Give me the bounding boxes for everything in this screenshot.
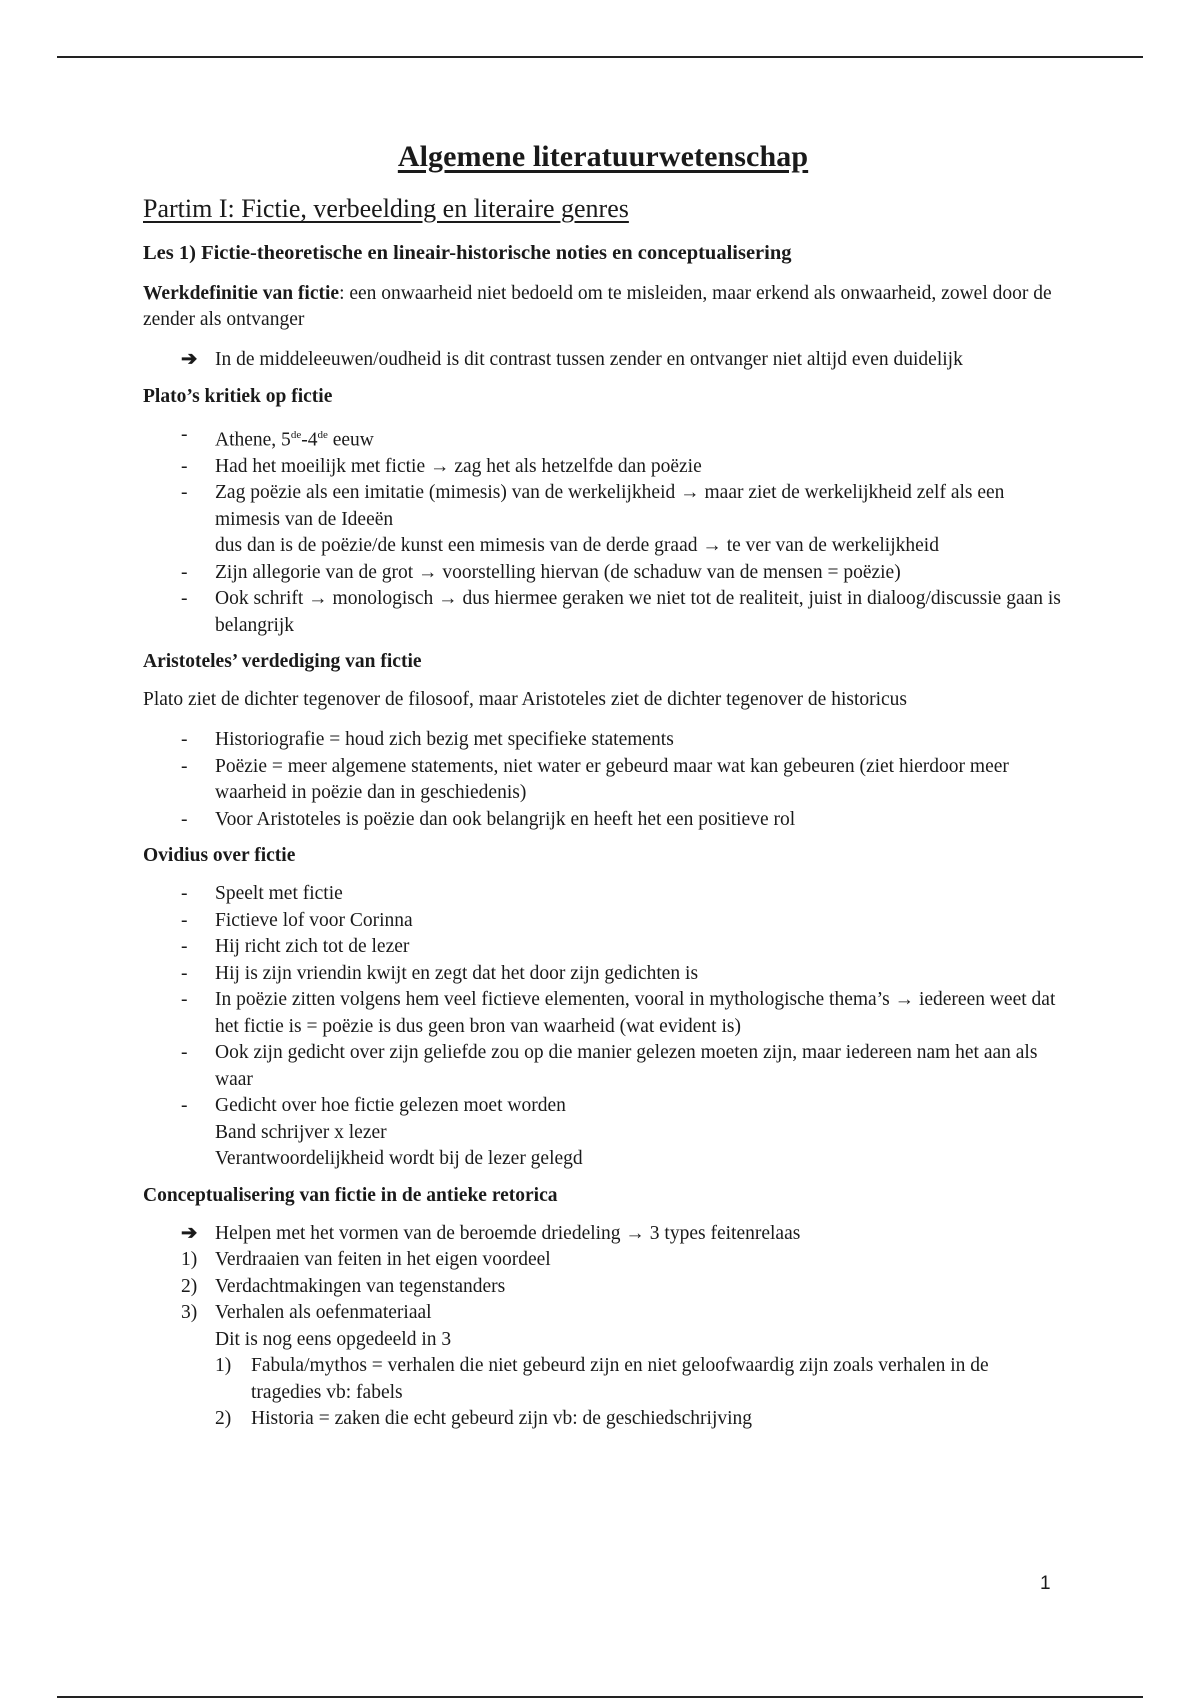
definition-notes [143,347,1063,374]
list-item: - Voor Aristoteles is poëzie dan ook belangrijk en heeft het een positieve rol [143,807,1063,834]
section-heading-aristoteles: Aristoteles’ verdediging van fictie [143,651,422,672]
list-item: - Fictieve lof voor Corinna [143,908,1063,935]
list-item: 3) Verhalen als oefenmateriaal Dit is nog eens opgedeeld in 3 1) Fabula/mythos = verhalen die niet gebeurd zijn en niet geloofwaardig zijn zoals verhalen in de tragedies vb: fabels 2) Historia = zaken die echt gebeurd zijn vb: de geschiedschrijving [143,1300,1063,1433]
document-page [143,140,1063,1445]
partim-heading: Partim I: Fictie, verbeelding en literaire genres [143,194,629,223]
list-item: - Athene, 5de-4de eeuw [181,423,374,450]
list-item: 2) Verdachtmakingen van tegenstanders [143,1274,1063,1301]
list-item: - Had het moeilijk met fictie → zag het als hetzelfde dan poëzie [143,454,1063,481]
dash-bullet: - [181,962,188,984]
retorica-list [143,1221,1063,1433]
dash-bullet: - [181,755,188,777]
header-rule [57,56,1143,58]
dash-bullet: - [181,588,188,609]
arrow-right-icon: ➔ [181,349,198,370]
list-item: 1) Verdraaien van feiten in het eigen voordeel [143,1247,1063,1274]
definition-text: : een onwaarheid niet bedoeld om te misleiden, maar erkend als onwaarheid, zowel door de zender als ontvanger [143,283,1052,330]
list-number: 3) [181,1302,198,1323]
retorica-sublist [215,1353,1063,1433]
dash-bullet: - [181,808,188,830]
list-item: ➔ In de middeleeuwen/oudheid is dit contrast tussen zender en ontvanger niet altijd even duidelijk [143,347,1063,374]
list-item: - Historiografie = houd zich bezig met specifieke statements [143,727,1063,754]
list-item: - Poëzie = meer algemene statements, niet water er gebeurd maar wat kan gebeuren (ziet hierdoor meer waarheid in poëzie dan in geschiedenis) [181,755,1009,803]
dash-bullet: - [181,1042,188,1063]
lesson-heading: Les 1) Fictie-theoretische en lineair-historische noties en conceptualisering [143,242,792,264]
list-number: 1) [181,1249,198,1270]
dash-bullet: - [181,883,188,904]
list-item: 1) Fabula/mythos = verhalen die niet gebeurd zijn en niet geloofwaardig zijn zoals verhalen in de tragedies vb: fabels [215,1355,989,1403]
definition-paragraph [143,281,1063,333]
list-item: - Ook zijn gedicht over zijn geliefde zou op die manier gelezen moeten zijn, maar iedereen nam het aan als waar [181,1042,1038,1090]
dash-bullet: - [181,989,188,1010]
list-item: - Hij richt zich tot de lezer [143,934,1063,961]
definition-term: Werkdefinitie van fictie [143,283,340,304]
list-item: - In poëzie zitten volgens hem veel fictieve elementen, vooral in mythologische thema’s → iedereen weet dat het fictie is = poëzie is dus geen bron van waarheid (wat evident is) [181,989,1056,1037]
list-item: - Gedicht over hoe fictie gelezen moet worden Band schrijver x lezer Verantwoordelijkheid wordt bij de lezer gelegd [181,1095,583,1169]
ovidius-list [143,881,1063,1173]
document-title: Algemene literatuurwetenschap [397,140,809,173]
dash-bullet: - [181,909,188,931]
dash-bullet: - [181,1095,188,1116]
section-heading-plato: Plato’s kritiek op fictie [143,385,333,407]
section-heading-ovidius: Ovidius over fictie [143,845,296,866]
aristoteles-list [143,727,1063,833]
list-item: - Hij is zijn vriendin kwijt en zegt dat het door zijn gedichten is [143,961,1063,988]
list-number: 2) [215,1408,232,1429]
dash-bullet: - [181,423,188,445]
list-item: ➔ Helpen met het vormen van de beroemde driedeling → 3 types feitenrelaas [143,1221,1063,1248]
dash-bullet: - [181,729,188,750]
dash-bullet: - [181,561,188,583]
dash-bullet: - [181,482,188,503]
list-item: - Speelt met fictie [143,881,1063,908]
dash-bullet: - [181,455,188,477]
arrow-right-icon: ➔ [181,1222,198,1244]
footer-rule [57,1696,1143,1698]
list-number: 2) [181,1275,198,1297]
list-item: - Ook schrift → monologisch → dus hiermee geraken we niet tot de realiteit, juist in dialoog/discussie gaan is belangrijk [181,588,1061,636]
plato-list [143,422,1063,640]
section-heading-retorica: Conceptualisering van fictie in de antieke retorica [143,1184,558,1206]
list-item: - Zijn allegorie van de grot → voorstelling hiervan (de schaduw van de mensen = poëzie) [143,560,1063,587]
list-item: 2) Historia = zaken die echt gebeurd zijn vb: de geschiedschrijving [215,1406,1063,1433]
list-item: - Zag poëzie als een imitatie (mimesis) van de werkelijkheid → maar ziet de werkelijkheid zelf als een mimesis van de Ideeën dus dan is de poëzie/de kunst een mimesis van de derde graad → te ver van de werkelijkheid [181,482,1005,556]
page-number: 1 [1040,1573,1051,1594]
dash-bullet: - [181,936,188,957]
aristoteles-intro: Plato ziet de dichter tegenover de filosoof, maar Aristoteles ziet de dichter tegenover de historicus [143,689,908,710]
list-number: 1) [215,1355,232,1376]
